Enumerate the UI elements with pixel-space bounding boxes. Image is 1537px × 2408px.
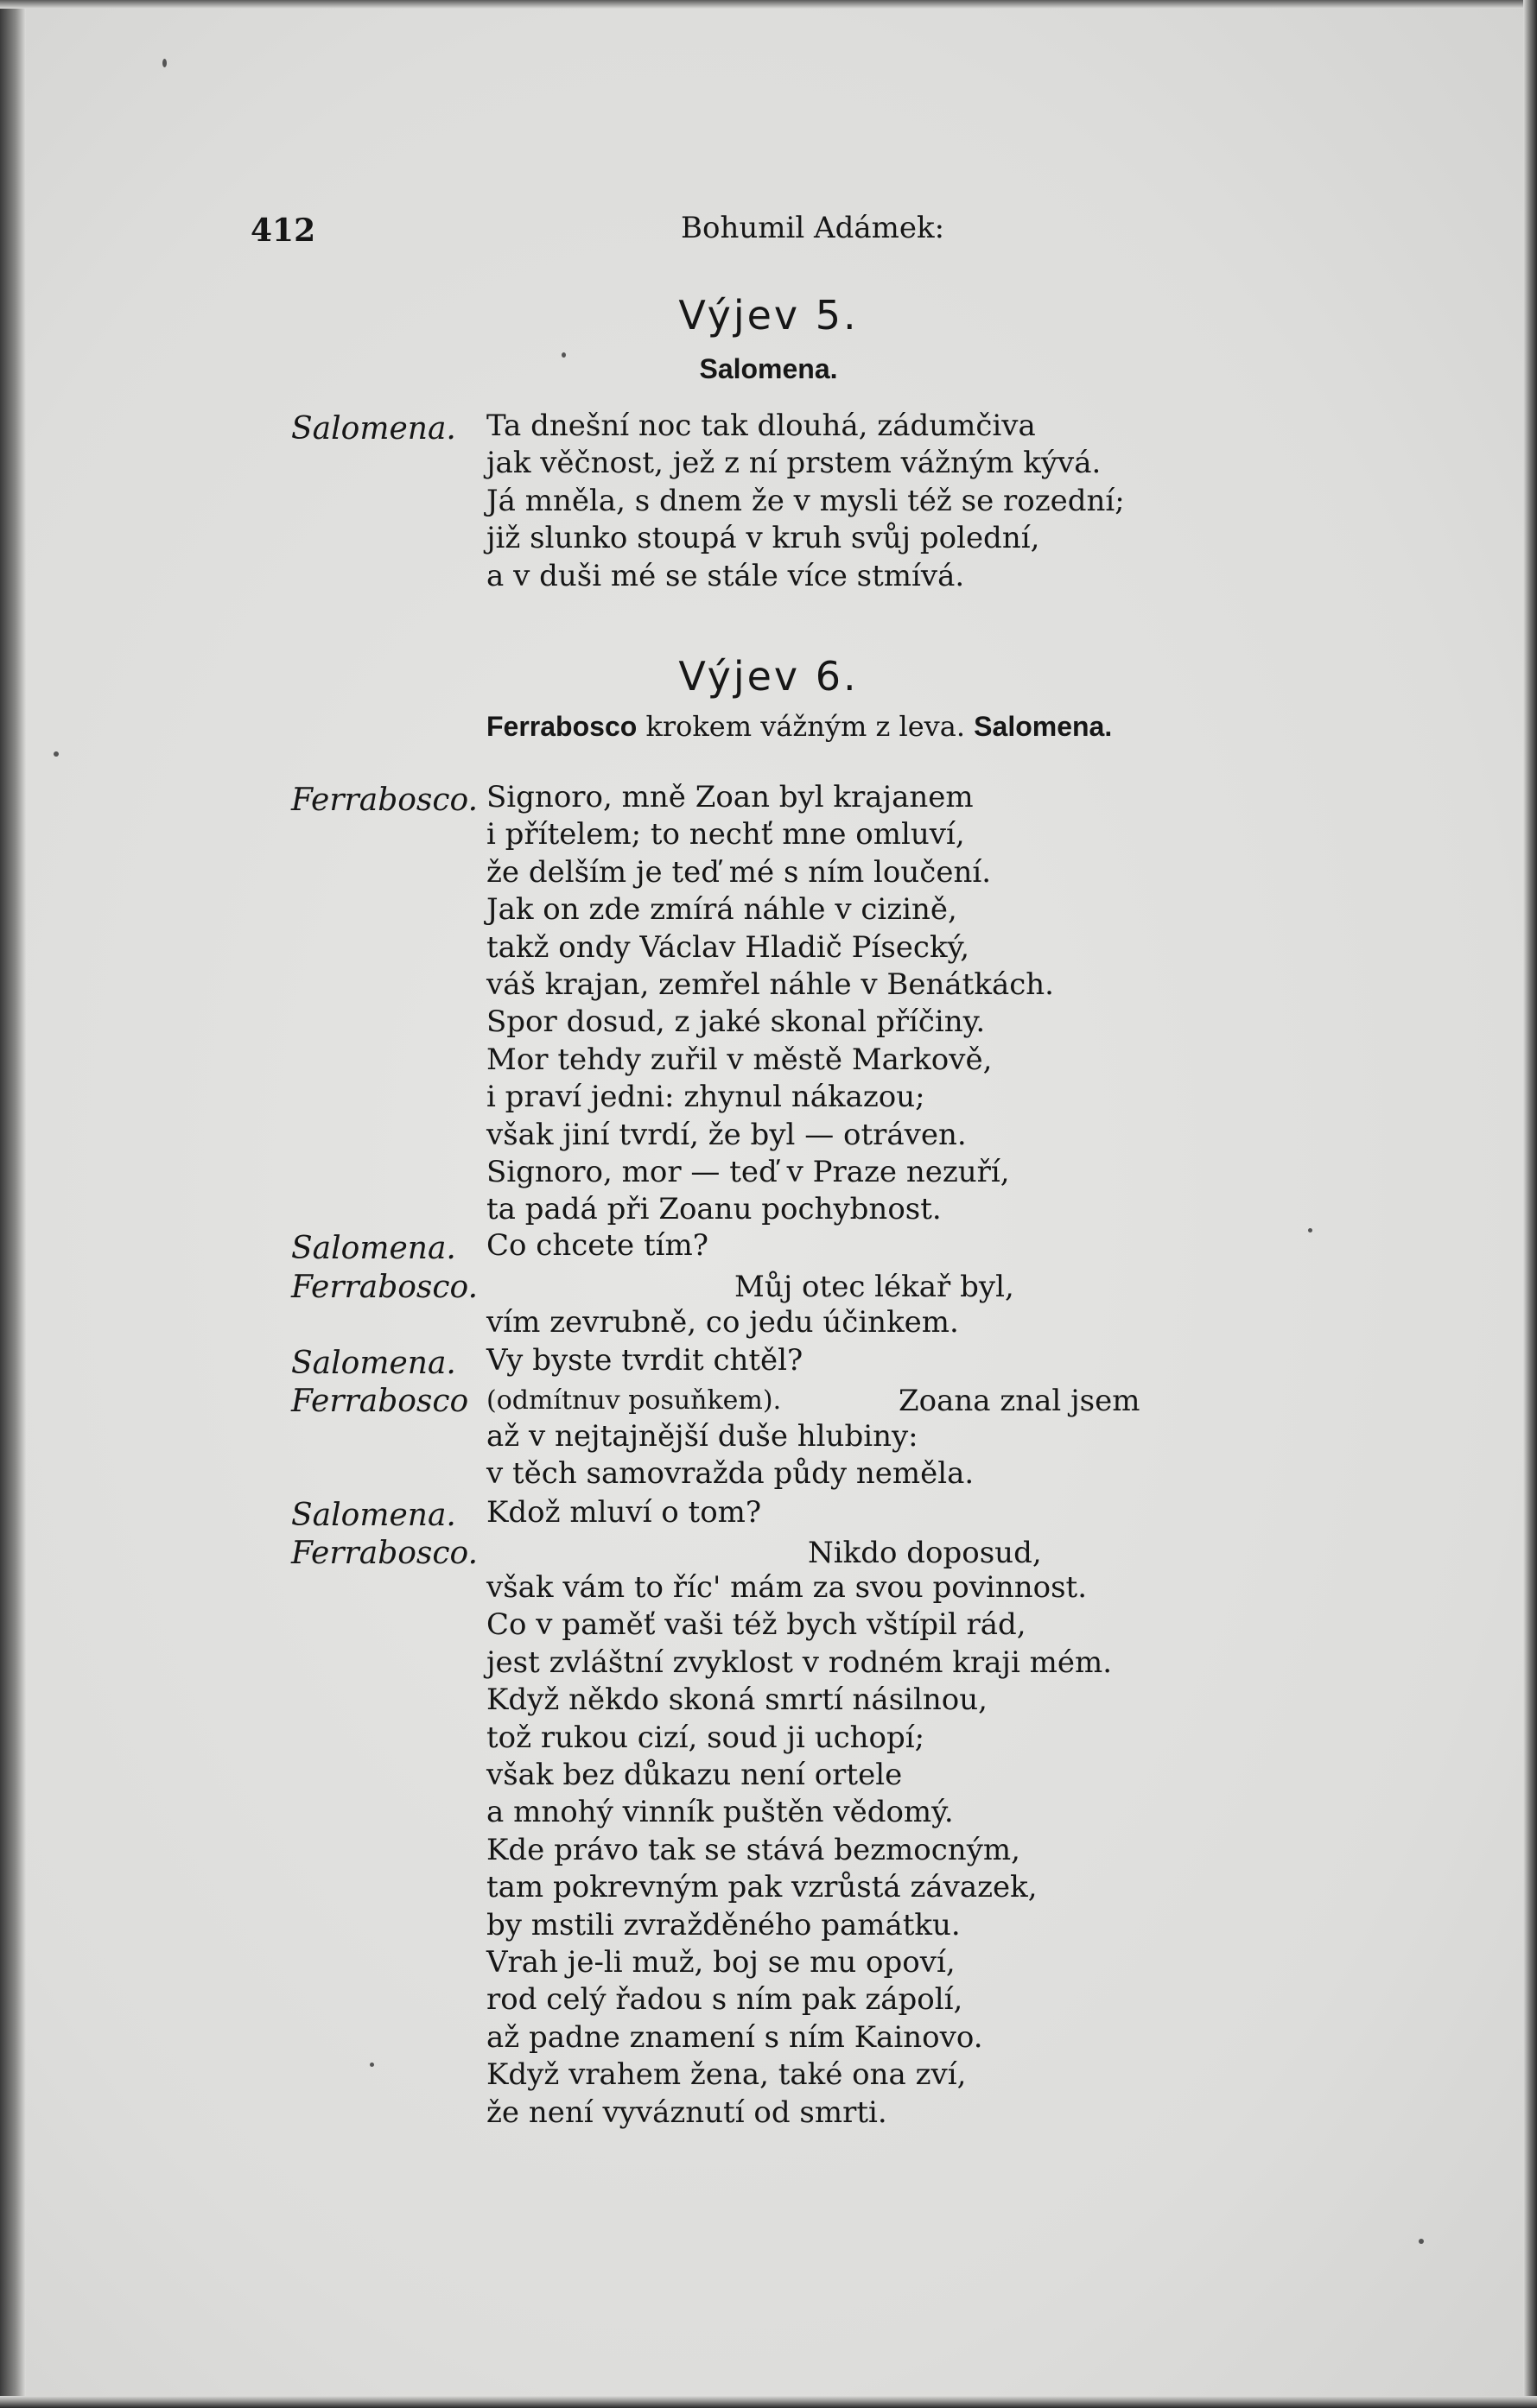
speech-1-verse — [486, 779, 1054, 1229]
verse-line: však jiní tvrdí, že byl — otráven. — [486, 1117, 967, 1152]
verse-line: jest zvláštní zvyklost v rodném kraji mém. — [486, 1644, 1113, 1680]
verse-line: takž ondy Václav Hladič Písecký, — [486, 929, 970, 965]
verse-line: Spor dosud, z jaké skonal příčiny. — [486, 1004, 986, 1040]
scan-speck — [370, 2063, 374, 2067]
page-edge-top — [0, 0, 1537, 9]
verse-line: tož rukou cizí, soud ji uchopí; — [486, 1720, 925, 1755]
verse-line: a mnohý vinník puštěn vědomý. — [486, 1795, 954, 1830]
verse-line: Kdož mluví o tom? — [486, 1495, 762, 1530]
verse-line: Signoro, mně Zoan byl krajanem — [486, 780, 974, 814]
verse-line: však bez důkazu není ortele — [486, 1758, 903, 1793]
verse-line: v těch samovražda půdy neměla. — [486, 1456, 975, 1492]
verse-line: Já mněla, s dnem že v mysli též se rozední; — [486, 483, 1125, 518]
verse-line: tam pokrevným pak vzrůstá závazek, — [486, 1870, 1038, 1905]
speaker-label: Salomena. — [291, 1498, 456, 1533]
scene-5-cast — [0, 352, 1537, 385]
verse-line: až padne znamení s ním Kainovo. — [486, 2019, 983, 2055]
verse-line: že není vyváznutí od smrti. — [486, 2094, 887, 2130]
verse-line: Vy byste tvrdit chtěl? — [486, 1343, 803, 1378]
scene-5-verse — [486, 408, 1125, 595]
verse-line: Co v paměť vaši též bych vštípil rád, — [486, 1607, 1026, 1643]
scan-speck — [1419, 2239, 1424, 2244]
verse-line: i praví jedni: zhynul nákazou; — [486, 1080, 925, 1115]
verse-line: Když vrahem žena, také ona zví, — [486, 2057, 967, 2093]
scene-6-heading: Výjev 6. — [678, 653, 859, 700]
verse-line: vím zevrubně, co jedu účinkem. — [486, 1305, 959, 1340]
speech-5-verse — [486, 1418, 974, 1493]
verse-line: Kde právo tak se stává bezmocným, — [486, 1832, 1020, 1867]
verse-line: že delším je teď mé s ním loučení. — [486, 854, 992, 890]
verse-line: Ta dnešní noc tak dlouhá, zádumčiva — [486, 409, 1036, 443]
verse-line: Když někdo skoná smrtí násilnou, — [486, 1682, 988, 1718]
verse-line: Vrah je-li muž, boj se mu opoví, — [486, 1945, 956, 1980]
scene-6-stage-direction — [486, 710, 1112, 743]
verse-line: jak věčnost, jež z ní prstem vážným kývá. — [486, 446, 1102, 481]
speaker-label: Ferrabosco — [291, 1384, 469, 1419]
scene-5-heading: Výjev 5. — [678, 292, 859, 339]
page-number: 412 — [251, 212, 316, 249]
stage-direction: (odmítnuv posuňkem). — [486, 1385, 782, 1416]
scan-speck — [1308, 1228, 1312, 1233]
stage-name: Ferrabosco — [486, 711, 638, 742]
verse-line: Zoana znal jsem — [899, 1384, 1140, 1418]
verse-line: váš krajan, zemřel náhle v Benátkách. — [486, 967, 1054, 1003]
scan-speck — [54, 751, 59, 757]
verse-line: Jak on zde zmírá náhle v cizině, — [486, 892, 957, 928]
verse-line: ta padá při Zoanu pochybnost. — [486, 1192, 942, 1227]
verse-line: Můj otec lékař byl, — [734, 1270, 1014, 1304]
verse-line: Nikdo doposud, — [808, 1536, 1042, 1570]
speaker-label: Ferrabosco. — [291, 1536, 479, 1571]
scan-speck — [162, 59, 167, 67]
verse-line: až v nejtajnější duše hlubiny: — [486, 1419, 918, 1454]
speaker-label: Ferrabosco. — [291, 1270, 479, 1305]
verse-line: Mor tehdy zuřil v městě Markově, — [486, 1042, 993, 1077]
speaker-label: Salomena. — [291, 1231, 456, 1266]
verse-line: rod celý řadou s ním pak zápolí, — [486, 1982, 963, 2018]
speaker-label: Salomena. — [291, 1346, 456, 1381]
verse-line: a v duši mé se stále více stmívá. — [486, 558, 965, 593]
cast-name: Salomena. — [699, 353, 838, 384]
running-title: Bohumil Adámek: — [681, 211, 945, 245]
verse-line: Co chcete tím? — [486, 1228, 708, 1263]
page-edge-bottom — [0, 2396, 1537, 2408]
stage-text: krokem vážným z leva. — [645, 710, 965, 743]
verse-line: Signoro, mor — teď v Praze nezuří, — [486, 1155, 1010, 1190]
speaker-label: Salomena. — [291, 411, 456, 447]
verse-line: však vám to říc' mám za svou povinnost. — [486, 1570, 1088, 1605]
verse-line: již slunko stoupá v kruh svůj polední, — [486, 521, 1040, 556]
speaker-label: Ferrabosco. — [291, 783, 479, 818]
stage-name: Salomena. — [974, 711, 1113, 742]
verse-line: by mstili zvražděného památku. — [486, 1907, 961, 1942]
verse-line: i přítelem; to nechť mne omluví, — [486, 817, 965, 852]
speech-7-verse — [486, 1569, 1112, 2132]
